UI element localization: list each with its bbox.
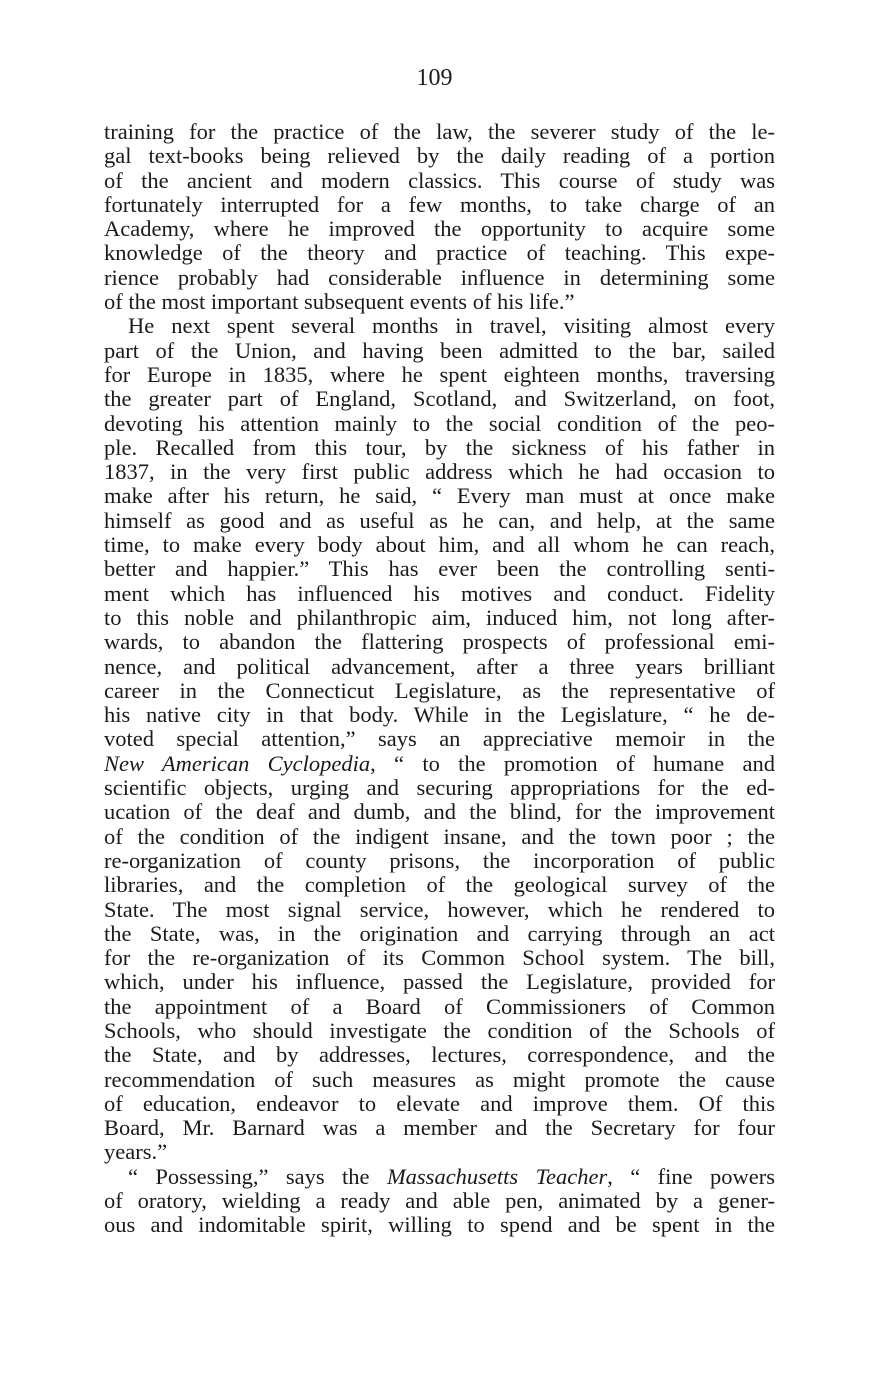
text-line: [104, 630, 775, 654]
text-run: ucation of the deaf and dumb, and the blind, for the improvement: [104, 799, 775, 825]
text-line: [104, 169, 775, 193]
text-line: [104, 1189, 775, 1213]
text-line: [104, 825, 775, 849]
text-line: [104, 752, 775, 776]
italic-title: New American Cyclopedia: [104, 750, 371, 776]
text-run: the State, was, in the origination and carrying through an act: [104, 920, 775, 946]
text-line: [104, 509, 775, 533]
text-run: years.”: [104, 1139, 168, 1165]
text-run: the appointment of a Board of Commissioners of Common: [104, 993, 775, 1019]
text-line: [104, 849, 775, 873]
text-run: voted special attention,” says an appreciative memoir in the: [104, 726, 775, 752]
text-run: State. The most signal service, however, which he rendered to: [104, 896, 775, 922]
text-line: [104, 363, 775, 387]
text-line: [104, 1092, 775, 1116]
text-line: [104, 484, 775, 508]
text-run: scientific objects, urging and securing appropriations for the ed-: [104, 775, 775, 801]
text-line: [104, 144, 775, 168]
text-line: [104, 412, 775, 436]
text-line: [104, 582, 775, 606]
text-run: of oratory, wielding a ready and able pen, animated by a gener-: [104, 1188, 775, 1214]
text-line: [104, 314, 775, 338]
text-line: [104, 266, 775, 290]
text-run: Academy, where he improved the opportunity to acquire some: [104, 216, 775, 242]
text-line: [104, 1043, 775, 1067]
text-run: rience probably had considerable influence in determining some: [104, 264, 775, 290]
text-run: ple. Recalled from this tour, by the sickness of his father in: [104, 434, 775, 460]
text-run: of the most important subsequent events of his life.”: [104, 289, 575, 315]
text-line: [104, 460, 775, 484]
text-line: [104, 436, 775, 460]
text-line: [104, 1165, 775, 1189]
text-line: [104, 727, 775, 751]
text-run: Board, Mr. Barnard was a member and the Secretary for four: [104, 1115, 775, 1141]
text-line: [104, 946, 775, 970]
text-run: better and happier.” This has ever been the controlling senti-: [104, 556, 775, 582]
text-run: part of the Union, and having been admitted to the bar, sailed: [104, 337, 775, 363]
text-run: re-organization of county prisons, the incorporation of public: [104, 847, 775, 873]
text-line: [104, 679, 775, 703]
text-line: [104, 387, 775, 411]
text-run: of the ancient and modern classics. This course of study was: [104, 167, 775, 193]
text-line: [104, 533, 775, 557]
text-line: [104, 776, 775, 800]
text-line: [104, 1140, 775, 1164]
text-line: [104, 970, 775, 994]
text-run: himself as good and as useful as he can, and help, at the same: [104, 507, 775, 533]
text-run: , “ to the promotion of humane and: [370, 750, 775, 776]
text-line: [104, 606, 775, 630]
text-run: training for the practice of the law, the severer study of the le-: [104, 119, 775, 144]
text-run: ous and indomitable spirit, willing to spend and be spent in the: [104, 1212, 775, 1238]
italic-title: Massachusetts Teacher: [386, 1163, 608, 1189]
text-run: fortunately interrupted for a few months, to take charge of an: [104, 191, 775, 217]
text-line: [104, 120, 775, 144]
text-run: , “ fine powers: [607, 1163, 775, 1189]
text-run: career in the Connecticut Legislature, as the representative of: [104, 677, 775, 703]
text-line: [104, 873, 775, 897]
text-run: He next spent several months in travel, visiting almost every: [128, 313, 775, 339]
text-line: [104, 1068, 775, 1092]
text-line: [104, 800, 775, 824]
text-run: his native city in that body. While in the Legislature, “ he de-: [104, 702, 775, 728]
text-line: [104, 1213, 775, 1237]
text-run: time, to make every body about him, and all whom he can reach,: [104, 532, 775, 558]
page-number: 109: [416, 65, 453, 91]
text-run: devoting his attention mainly to the social condition of the peo-: [104, 410, 775, 436]
text-run: knowledge of the theory and practice of teaching. This expe-: [104, 240, 775, 266]
text-line: [104, 995, 775, 1019]
text-run: the State, and by addresses, lectures, correspondence, and the: [104, 1042, 775, 1068]
text-line: [104, 290, 775, 314]
text-line: [104, 655, 775, 679]
text-run: for the re-organization of its Common School system. The bill,: [104, 945, 775, 971]
text-run: Schools, who should investigate the condition of the Schools of: [104, 1017, 775, 1043]
text-line: [104, 1116, 775, 1140]
text-run: 1837, in the very first public address which he had occasion to: [104, 459, 775, 485]
text-line: [104, 557, 775, 581]
text-run: wards, to abandon the flattering prospects of professional emi-: [104, 629, 775, 655]
text-line: [104, 339, 775, 363]
text-run: libraries, and the completion of the geological survey of the: [104, 872, 775, 898]
text-run: make after his return, he said, “ Every man must at once make: [104, 483, 775, 509]
text-line: [104, 241, 775, 265]
text-run: to this noble and philanthropic aim, induced him, not long after-: [104, 604, 775, 630]
text-line: [104, 922, 775, 946]
text-run: of education, endeavor to elevate and improve them. Of this: [104, 1090, 775, 1116]
body-text: [104, 120, 775, 1238]
text-line: [104, 193, 775, 217]
text-line: [104, 898, 775, 922]
text-line: [104, 703, 775, 727]
text-run: ment which has influenced his motives and conduct. Fidelity: [104, 580, 775, 606]
text-run: recommendation of such measures as might promote the cause: [104, 1066, 775, 1092]
text-line: [104, 1019, 775, 1043]
text-run: for Europe in 1835, where he spent eighteen months, traversing: [104, 361, 775, 387]
text-run: gal text-books being relieved by the daily reading of a portion: [104, 143, 775, 169]
text-run: which, under his influence, passed the Legislature, provided for: [104, 969, 775, 995]
text-run: “ Possessing,” says the: [128, 1163, 387, 1189]
text-run: of the condition of the indigent insane, and the town poor ; the: [104, 823, 775, 849]
text-run: the greater part of England, Scotland, and Switzerland, on foot,: [104, 386, 775, 412]
text-line: [104, 217, 775, 241]
text-run: nence, and political advancement, after a three years brilliant: [104, 653, 775, 679]
